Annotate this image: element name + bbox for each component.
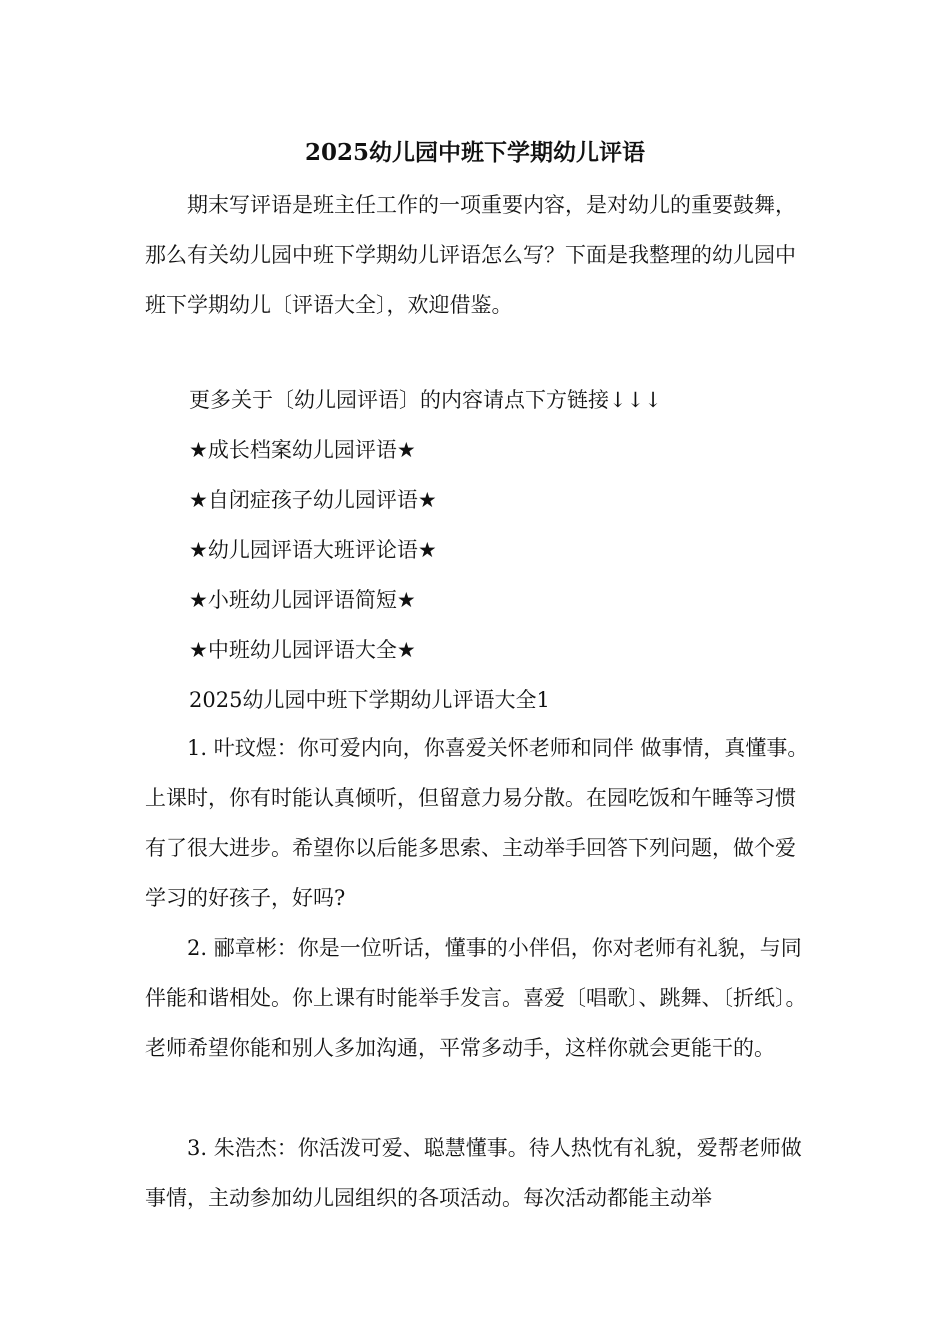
star-icon: ★: [189, 638, 208, 662]
star-icon: ★: [189, 438, 208, 462]
link-middle-class[interactable]: [189, 625, 416, 675]
entry-paragraph: 2. 郦章彬：你是一位听话，懂事的小伴侣，你对老师有礼貌，与同伴能和谐相处。你上课有时能举手发言。喜爱〔唱歌〕、跳舞、〔折纸〕。老师希望你能和别人多加沟通，平常多动手，这样你就会更能干的。: [145, 936, 807, 1060]
link-label: 自闭症孩子幼儿园评语: [207, 488, 418, 512]
star-icon: ★: [189, 588, 208, 612]
star-icon: ★: [189, 538, 208, 562]
star-icon: ★: [396, 638, 416, 662]
link-label: 幼儿园评语大班评论语: [207, 538, 418, 562]
star-icon: ★: [417, 538, 437, 562]
intro-paragraph: 期末写评语是班主任工作的一项重要内容，是对幼儿的重要鼓舞，那么有关幼儿园中班下学期幼儿评语怎么写？下面是我整理的幼儿园中班下学期幼儿〔评语大全〕，欢迎借鉴。: [145, 193, 796, 317]
star-icon: ★: [189, 488, 208, 512]
star-icon: ★: [396, 588, 416, 612]
link-label: 成长档案幼儿园评语: [207, 438, 397, 462]
link-label: 小班幼儿园评语简短: [207, 588, 397, 612]
star-icon: ★: [396, 438, 416, 462]
document-title: 2025幼儿园中班下学期幼儿评语: [304, 139, 645, 166]
link-senior-class[interactable]: [189, 525, 437, 575]
star-icon: ★: [417, 488, 437, 512]
link-junior-class[interactable]: [189, 575, 416, 625]
section-heading: 2025幼儿园中班下学期幼儿评语大全1: [189, 688, 550, 712]
more-links-text: 更多关于〔幼儿园评语〕的内容请点下方链接↓↓↓: [189, 388, 662, 412]
link-autism-child[interactable]: [189, 475, 437, 525]
link-label: 中班幼儿园评语大全: [207, 638, 397, 662]
entry-paragraph: 3. 朱浩杰：你活泼可爱、聪慧懂事。待人热忱有礼貌，爱帮老师做事情，主动参加幼儿园组织的各项活动。每次活动都能主动举: [145, 1136, 802, 1210]
link-growth-record[interactable]: [189, 425, 416, 475]
entry-paragraph: 1. 叶玟煜：你可爱内向，你喜爱关怀老师和同伴 做事情，真懂事。上课时，你有时能认真倾听，但留意力易分散。在园吃饭和午睡等习惯有了很大进步。希望你以后能多思索、主动举手回答下列问题，做个爱学习的好孩子，好吗?: [145, 736, 809, 910]
